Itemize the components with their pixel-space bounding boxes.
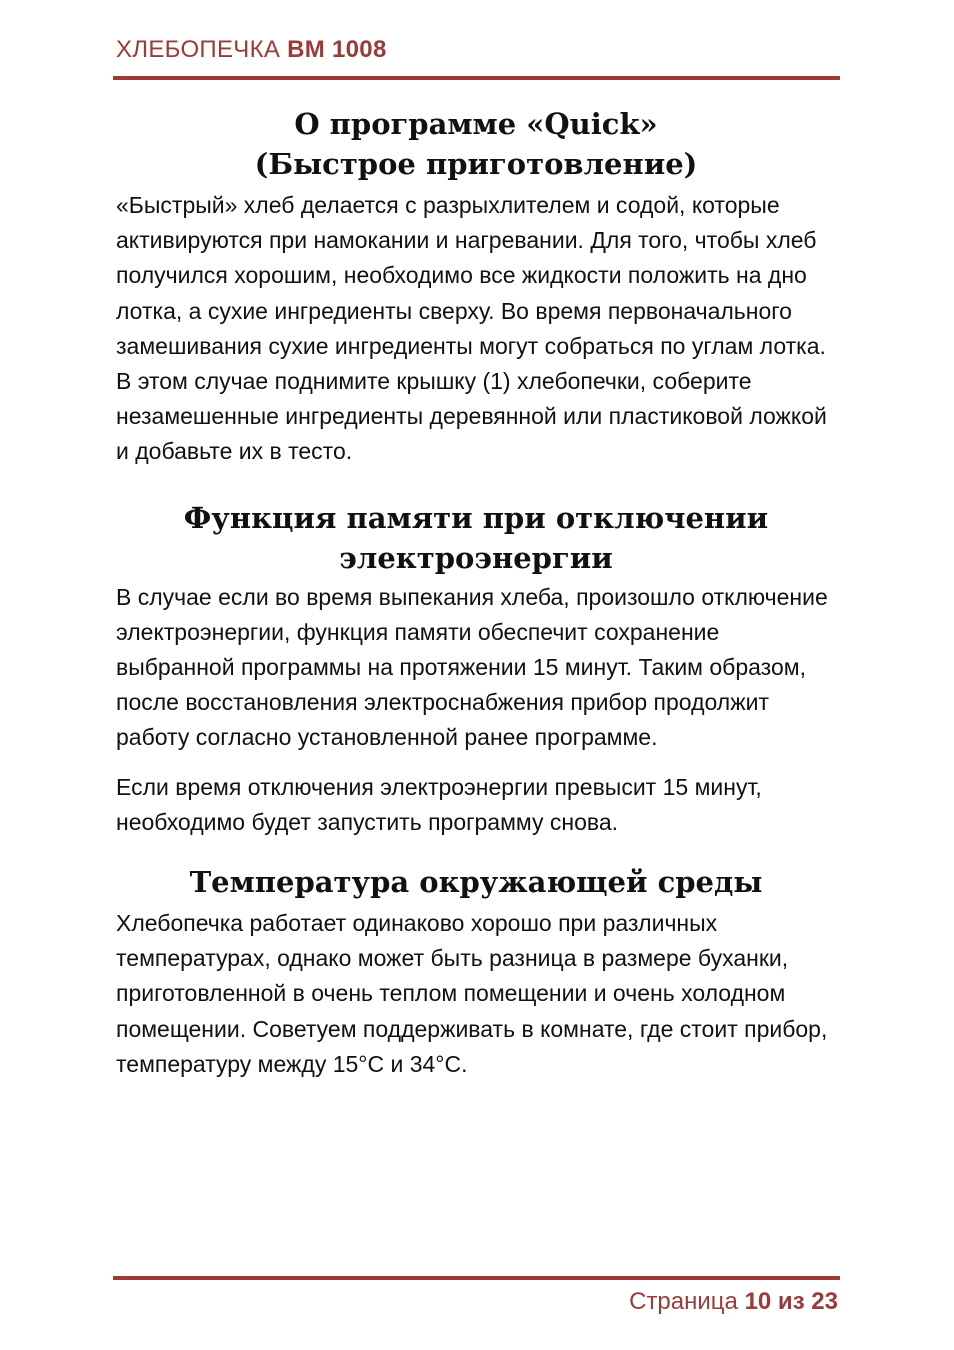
section-title-line: О программе «Quick» <box>294 107 658 141</box>
header-model: BM 1008 <box>287 36 387 63</box>
section-paragraph: В случае если во время выпекания хлеба, произошло отключение электроэнергии, функция памяти обеспечит сохранение выбранной программы на протяжении 15 минут. Таким образом, после восстановления электроснабжения прибор продолжит работу согласно установленной ранее программе. <box>116 583 828 751</box>
page-footer <box>629 1288 838 1316</box>
header-divider <box>113 76 840 80</box>
section-title-memory <box>116 498 836 578</box>
section-title-line: Функция памяти при отключении <box>183 500 769 535</box>
page-header <box>116 36 387 64</box>
page-content <box>116 104 836 1082</box>
header-title: ХЛЕБОПЕЧКА <box>116 36 288 63</box>
section-title-temperature <box>116 862 836 902</box>
section-title-line: электроэнергии <box>339 540 613 575</box>
section-title-quick <box>116 104 836 184</box>
total-pages: 23 <box>811 1288 838 1315</box>
footer-divider <box>113 1276 840 1280</box>
section-title-line: Температура окружающей среды <box>189 865 763 900</box>
page-of-label: из <box>771 1288 812 1315</box>
page-label: Страница <box>629 1288 745 1315</box>
section-paragraph: Если время отключения электроэнергии превысит 15 минут, необходимо будет запустить программу снова. <box>116 773 762 835</box>
page-number: 10 <box>744 1288 772 1315</box>
section-paragraph: «Быстрый» хлеб делается с разрыхлителем и содой, которые активируются при намокании и нагревании. Для того, чтобы хлеб получился хорошим, необходимо все жидкости положить на дно лотка, а сухие ингредиенты сверху. Во время первоначального замешивания сухие ингредиенты могут собраться по углам лотка. В этом случае поднимите крышку (1) хлебопечки, соберите незамешенные ингредиенты деревянной или пластиковой ложкой и добавьте их в тесто. <box>116 192 827 465</box>
section-title-line: (Быстрое приготовление) <box>254 147 698 181</box>
section-paragraph: Хлебопечка работает одинаково хорошо при различных температурах, однако может быть разница в размере буханки, приготовленной в очень теплом помещении и очень холодном помещении. Советуем поддерживать в комнате, где стоит прибор, температуру между 15°С и 34°С. <box>116 910 828 1077</box>
